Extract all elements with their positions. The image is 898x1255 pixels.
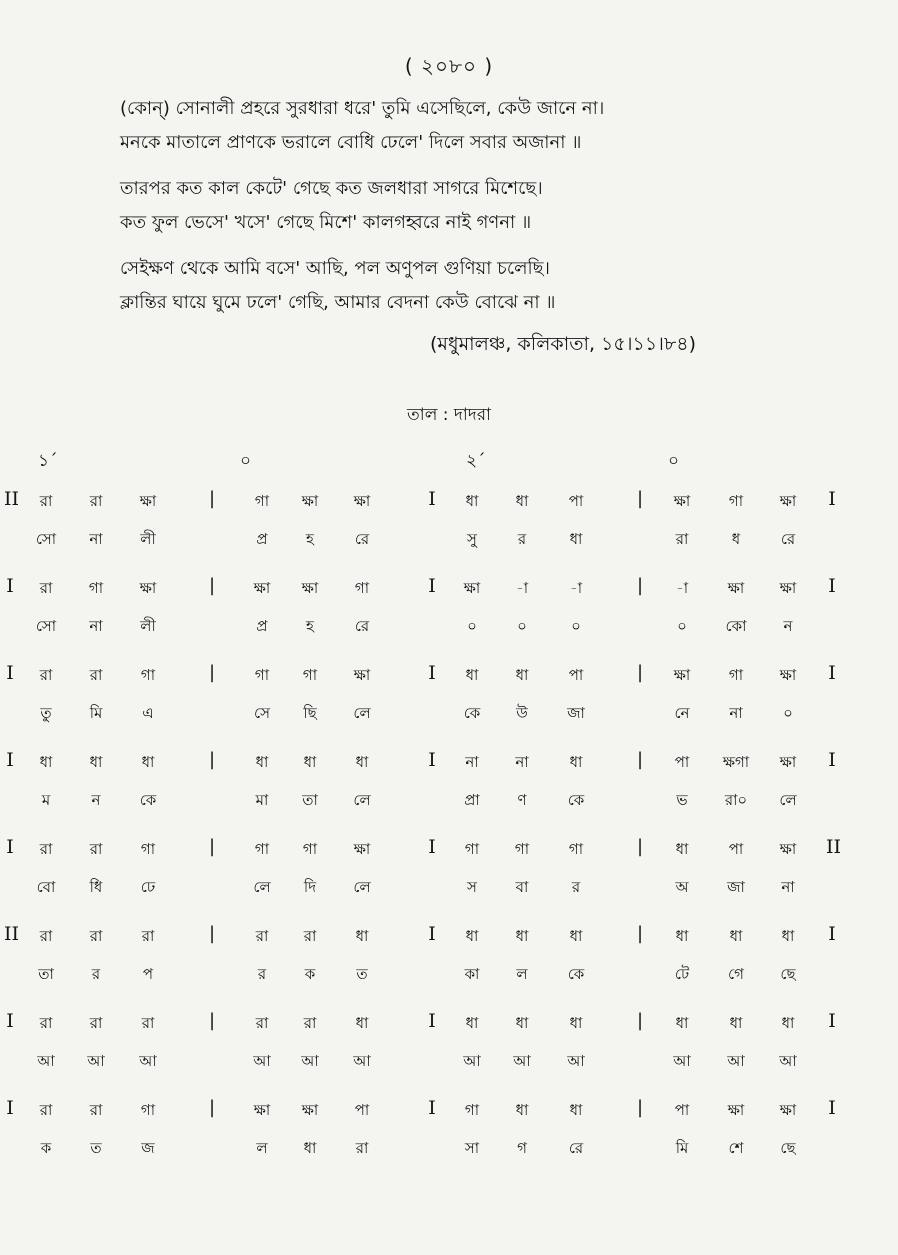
beat-bar: | — [636, 575, 644, 596]
lyric-syllable: লে — [353, 704, 371, 722]
swara-cell: ধা — [781, 1014, 795, 1032]
swara-cell: ধা — [729, 1014, 743, 1032]
row-end-bar: II — [826, 836, 842, 858]
lyric-syllable: ০ — [783, 704, 793, 722]
row-division-bar: I — [428, 749, 436, 771]
swara-cell: রা — [39, 579, 53, 597]
swara-cell: রা — [141, 1014, 155, 1032]
swara-cell: গা — [514, 840, 530, 858]
row-start-bar: I — [6, 836, 14, 858]
lyrics-line: মনকে মাতালে প্রাণকে ভরালে বোধি ঢেলে' দিলে সবার অজানা ॥ — [120, 132, 582, 153]
lyrics-stanza-3 — [120, 252, 820, 320]
swara-cell: ক্ষা — [139, 579, 157, 597]
swara-cell: পা — [354, 1101, 370, 1119]
notation-row — [0, 1099, 898, 1179]
lyric-syllable: আ — [87, 1052, 105, 1070]
swara-cell: গা — [254, 666, 270, 684]
row-end-bar: I — [828, 662, 836, 684]
swara-cell: গা — [302, 840, 318, 858]
lyric-syllable: কে — [463, 704, 481, 722]
lyric-syllable: রা — [675, 530, 689, 548]
swara-cell: গা — [140, 840, 156, 858]
swara-cell: ধা — [465, 666, 479, 684]
lyric-syllable: আ — [301, 1052, 319, 1070]
swara-cell: গা — [728, 666, 744, 684]
lyric-syllable: ধি — [89, 878, 103, 896]
swara-cell: ধা — [355, 753, 369, 771]
lyric-syllable: টে — [674, 965, 690, 983]
swara-cell: গা — [140, 666, 156, 684]
swara-cell: ধা — [465, 492, 479, 510]
swara-cell: ক্ষা — [353, 492, 371, 510]
lyric-syllable: ধা — [569, 530, 583, 548]
swara-cell: ক্ষা — [139, 492, 157, 510]
swara-cell: ধা — [515, 1101, 529, 1119]
lyric-syllable: গে — [728, 965, 744, 983]
beat-bar: | — [636, 923, 644, 944]
swara-cell: ধা — [515, 927, 529, 945]
swara-cell: পা — [568, 492, 584, 510]
lyric-syllable: ০ — [517, 617, 527, 635]
lyric-syllable: আ — [727, 1052, 745, 1070]
notation-row — [0, 838, 898, 918]
lyric-syllable: ভ — [676, 791, 688, 809]
lyric-syllable: আ — [139, 1052, 157, 1070]
beat-bar: | — [636, 749, 644, 770]
swara-cell: ধা — [569, 1014, 583, 1032]
lyrics-line: (কোন্) সোনালী প্রহরে সুরধারা ধরে' তুমি এসেছিলে, কেউ জানে না। — [120, 98, 605, 119]
swara-cell: ধা — [781, 927, 795, 945]
lyrics-line: ক্লান্তির ঘায়ে ঘুমে ঢলে' গেছি, আমার বেদনা কেউ বোঝে না ॥ — [120, 292, 556, 313]
lyric-syllable: দি — [303, 878, 317, 896]
swara-cell: না — [515, 753, 529, 771]
swara-cell: গা — [354, 579, 370, 597]
beat-bar: | — [636, 488, 644, 509]
lyric-syllable: লে — [779, 791, 797, 809]
lyric-syllable: ন — [91, 791, 101, 809]
lyric-syllable: ধা — [303, 1139, 317, 1157]
lyric-syllable: রে — [780, 530, 796, 548]
row-start-bar: I — [6, 1097, 14, 1119]
lyric-syllable: ঢে — [140, 878, 156, 896]
swara-cell: পা — [674, 753, 690, 771]
row-division-bar: I — [428, 488, 436, 510]
swara-cell: পা — [674, 1101, 690, 1119]
lyric-syllable: র — [257, 965, 267, 983]
lyric-syllable: ল — [516, 965, 528, 983]
lyric-syllable: ত — [90, 1139, 102, 1157]
lyric-syllable: তা — [38, 965, 54, 983]
swara-cell: ধা — [355, 1014, 369, 1032]
lyric-syllable: ণ — [517, 791, 527, 809]
lyric-syllable: সে — [254, 704, 270, 722]
lyric-syllable: রা — [355, 1139, 369, 1157]
lyric-syllable: হ — [306, 617, 314, 635]
lyric-syllable: না — [781, 878, 795, 896]
swara-cell: রা — [89, 1101, 103, 1119]
beat-bar: | — [208, 836, 216, 857]
lyric-syllable: ত — [356, 965, 368, 983]
swara-cell: গা — [568, 840, 584, 858]
beat-mark: ২´ — [466, 451, 486, 471]
swara-cell: ক্ষা — [353, 840, 371, 858]
swara-cell: গা — [464, 1101, 480, 1119]
swara-cell: ক্ষা — [673, 492, 691, 510]
lyric-syllable: কে — [567, 965, 585, 983]
swara-cell: রা — [39, 666, 53, 684]
page-number: ( ২০৮০ ) — [404, 54, 494, 78]
lyric-syllable: লী — [140, 617, 156, 635]
row-start-bar: I — [6, 1010, 14, 1032]
row-start-bar: I — [6, 575, 14, 597]
swara-cell: রা — [39, 1014, 53, 1032]
lyric-syllable: কে — [567, 791, 585, 809]
swara-cell: ধা — [675, 1014, 689, 1032]
swara-cell: ক্ষা — [253, 579, 271, 597]
swara-cell: ক্ষা — [353, 666, 371, 684]
swara-cell: রা — [39, 492, 53, 510]
lyric-syllable: তা — [302, 791, 318, 809]
lyric-syllable: লে — [253, 878, 271, 896]
lyric-syllable: সো — [35, 617, 57, 635]
beat-bar: | — [208, 1010, 216, 1031]
swara-cell: ধা — [303, 753, 317, 771]
swara-cell: ধা — [141, 753, 155, 771]
lyric-syllable: কো — [725, 617, 747, 635]
lyric-syllable: আ — [513, 1052, 531, 1070]
swara-cell: -া — [515, 579, 529, 597]
swara-cell: ক্ষা — [779, 492, 797, 510]
lyric-syllable: উ — [516, 704, 528, 722]
swara-cell: ক্ষা — [779, 840, 797, 858]
lyric-syllable: না — [89, 530, 103, 548]
swara-cell: রা — [303, 1014, 317, 1032]
lyric-syllable: ছি — [303, 704, 317, 722]
lyric-syllable: ছে — [780, 1139, 796, 1157]
lyric-syllable: আ — [353, 1052, 371, 1070]
lyrics-stanza-1 — [120, 92, 820, 160]
swara-cell: রা — [39, 1101, 53, 1119]
lyrics-line: তারপর কত কাল কেটে' গেছে কত জলধারা সাগরে মিশেছে। — [120, 178, 543, 199]
lyric-syllable: প্র — [256, 530, 268, 548]
swara-cell: রা — [89, 666, 103, 684]
swara-cell: ধা — [675, 840, 689, 858]
lyrics-line: কত ফুল ভেসে' খসে' গেছে মিশে' কালগহ্বরে নাই গণনা ॥ — [120, 212, 532, 233]
beat-mark: ১´ — [38, 451, 58, 471]
notation-row — [0, 751, 898, 831]
lyric-syllable: প — [142, 965, 154, 983]
lyric-syllable: আ — [673, 1052, 691, 1070]
lyric-syllable: কে — [139, 791, 157, 809]
swara-cell: রা — [89, 927, 103, 945]
lyric-syllable: ধ — [731, 530, 741, 548]
swara-cell: ক্ষা — [673, 666, 691, 684]
swara-cell: গা — [88, 579, 104, 597]
swara-cell: ক্ষা — [253, 1101, 271, 1119]
beat-mark: ০ — [240, 451, 252, 471]
row-start-bar: II — [4, 488, 20, 510]
lyric-syllable: মা — [255, 791, 269, 809]
lyric-syllable: জা — [567, 704, 585, 722]
lyric-syllable: র — [571, 878, 581, 896]
beat-bar: | — [636, 1097, 644, 1118]
swara-cell: ধা — [465, 927, 479, 945]
lyric-syllable: জ — [141, 1139, 155, 1157]
lyric-syllable: ০ — [677, 617, 687, 635]
lyric-syllable: শে — [728, 1139, 744, 1157]
swara-cell: পা — [728, 840, 744, 858]
beat-mark: ০ — [668, 451, 680, 471]
swara-cell: ধা — [255, 753, 269, 771]
swara-cell: রা — [39, 927, 53, 945]
swara-cell: গা — [140, 1101, 156, 1119]
lyric-syllable: অ — [675, 878, 689, 896]
row-division-bar: I — [428, 923, 436, 945]
lyric-syllable: সা — [464, 1139, 480, 1157]
beat-marks — [0, 448, 898, 476]
lyric-syllable: তু — [40, 704, 52, 722]
notation-row — [0, 1012, 898, 1092]
lyrics-stanza-2 — [120, 172, 820, 240]
swara-cell: ক্ষা — [727, 579, 745, 597]
lyric-syllable: না — [729, 704, 743, 722]
swara-cell: রা — [255, 1014, 269, 1032]
swara-cell: ধা — [515, 666, 529, 684]
swara-cell: ধা — [515, 492, 529, 510]
row-end-bar: I — [828, 923, 836, 945]
row-division-bar: I — [428, 575, 436, 597]
swara-cell: ধা — [675, 927, 689, 945]
swara-cell: গা — [254, 840, 270, 858]
swara-cell: ধা — [355, 927, 369, 945]
row-start-bar: I — [6, 662, 14, 684]
lyric-syllable: এ — [142, 704, 154, 722]
lyric-syllable: মি — [89, 704, 103, 722]
lyric-syllable: গ — [517, 1139, 527, 1157]
lyric-syllable: বো — [36, 878, 56, 896]
lyric-syllable: আ — [253, 1052, 271, 1070]
lyric-syllable: লে — [353, 791, 371, 809]
notation-row — [0, 664, 898, 744]
swara-cell: রা — [141, 927, 155, 945]
swara-cell: না — [465, 753, 479, 771]
swara-cell: রা — [255, 927, 269, 945]
swara-cell: গা — [464, 840, 480, 858]
swara-cell: রা — [303, 927, 317, 945]
swara-cell: -া — [675, 579, 689, 597]
lyric-syllable: প্র — [256, 617, 268, 635]
beat-bar: | — [636, 1010, 644, 1031]
lyric-syllable: আ — [37, 1052, 55, 1070]
lyric-syllable: কা — [464, 965, 480, 983]
swara-cell: গা — [302, 666, 318, 684]
lyric-syllable: ক — [40, 1139, 52, 1157]
swara-cell: ধা — [569, 753, 583, 771]
lyric-syllable: সো — [35, 530, 57, 548]
taal-heading: তাল : দাদরা — [407, 405, 491, 425]
song-lyrics — [120, 92, 820, 332]
lyric-syllable: মি — [675, 1139, 689, 1157]
lyric-syllable: স — [467, 878, 477, 896]
notation-row — [0, 490, 898, 570]
swara-cell: ক্ষা — [301, 579, 319, 597]
lyric-syllable: না — [89, 617, 103, 635]
lyric-syllable: ০ — [467, 617, 477, 635]
swara-cell: ক্ষা — [301, 492, 319, 510]
swara-cell: ধা — [515, 1014, 529, 1032]
row-end-bar: I — [828, 749, 836, 771]
lyric-syllable: ম — [41, 791, 51, 809]
lyric-syllable: প্রা — [464, 791, 480, 809]
lyric-syllable: ০ — [571, 617, 581, 635]
lyric-syllable: ন — [783, 617, 793, 635]
beat-bar: | — [636, 836, 644, 857]
lyric-syllable: হ — [306, 530, 314, 548]
lyrics-line: সেইক্ষণ থেকে আমি বসে' আছি, পল অণুপল গুণিয়া চলেছি। — [120, 258, 550, 279]
lyric-syllable: বা — [515, 878, 529, 896]
lyric-syllable: র — [91, 965, 101, 983]
row-end-bar: I — [828, 1010, 836, 1032]
beat-bar: | — [208, 662, 216, 683]
swara-cell: -া — [569, 579, 583, 597]
lyric-syllable: আ — [463, 1052, 481, 1070]
row-division-bar: I — [428, 1010, 436, 1032]
lyric-syllable: ল — [256, 1139, 268, 1157]
beat-bar: | — [208, 1097, 216, 1118]
beat-bar: | — [636, 662, 644, 683]
lyric-syllable: লে — [353, 878, 371, 896]
row-start-bar: II — [4, 923, 20, 945]
lyric-syllable: সু — [467, 530, 477, 548]
lyric-syllable: আ — [567, 1052, 585, 1070]
notation-row — [0, 925, 898, 1005]
lyric-syllable: রে — [568, 1139, 584, 1157]
beat-bar: | — [208, 749, 216, 770]
lyric-syllable: ক — [304, 965, 316, 983]
swara-cell: রা — [89, 840, 103, 858]
lyric-syllable: জা — [727, 878, 745, 896]
row-end-bar: I — [828, 1097, 836, 1119]
beat-bar: | — [208, 575, 216, 596]
swara-cell: ক্ষা — [779, 1101, 797, 1119]
beat-bar: | — [208, 488, 216, 509]
lyric-syllable: লী — [140, 530, 156, 548]
swara-cell: রা — [39, 840, 53, 858]
lyric-syllable: রে — [354, 530, 370, 548]
lyric-syllable: আ — [779, 1052, 797, 1070]
swara-cell: ক্ষা — [779, 579, 797, 597]
swara-cell: ক্ষা — [779, 666, 797, 684]
row-division-bar: I — [428, 1097, 436, 1119]
lyric-syllable: রা০ — [724, 791, 748, 809]
swara-cell: ধা — [39, 753, 53, 771]
lyric-syllable: র — [517, 530, 527, 548]
swara-cell: পা — [568, 666, 584, 684]
beat-bar: | — [208, 923, 216, 944]
lyric-syllable: ছে — [780, 965, 796, 983]
swara-cell: গা — [254, 492, 270, 510]
swara-cell: ক্ষা — [779, 753, 797, 771]
notation-row — [0, 577, 898, 657]
swara-cell: ধা — [569, 927, 583, 945]
swara-cell: রা — [89, 1014, 103, 1032]
swara-cell: ধা — [729, 927, 743, 945]
swara-cell: রা — [89, 492, 103, 510]
swara-cell: ক্ষা — [727, 1101, 745, 1119]
source-note: (মধুমালঞ্চ, কলিকাতা, ১৫।১১।৮৪) — [430, 333, 697, 355]
row-end-bar: I — [828, 575, 836, 597]
swara-cell: ক্ষা — [463, 579, 481, 597]
row-division-bar: I — [428, 836, 436, 858]
swara-cell: ক্ষা — [301, 1101, 319, 1119]
lyric-syllable: রে — [354, 617, 370, 635]
swara-cell: গা — [728, 492, 744, 510]
swara-cell: ধা — [465, 1014, 479, 1032]
row-division-bar: I — [428, 662, 436, 684]
swara-cell: ধা — [89, 753, 103, 771]
row-end-bar: I — [828, 488, 836, 510]
swara-cell: ক্ষগা — [722, 753, 750, 771]
row-start-bar: I — [6, 749, 14, 771]
lyric-syllable: নে — [674, 704, 690, 722]
swara-cell: ধা — [569, 1101, 583, 1119]
